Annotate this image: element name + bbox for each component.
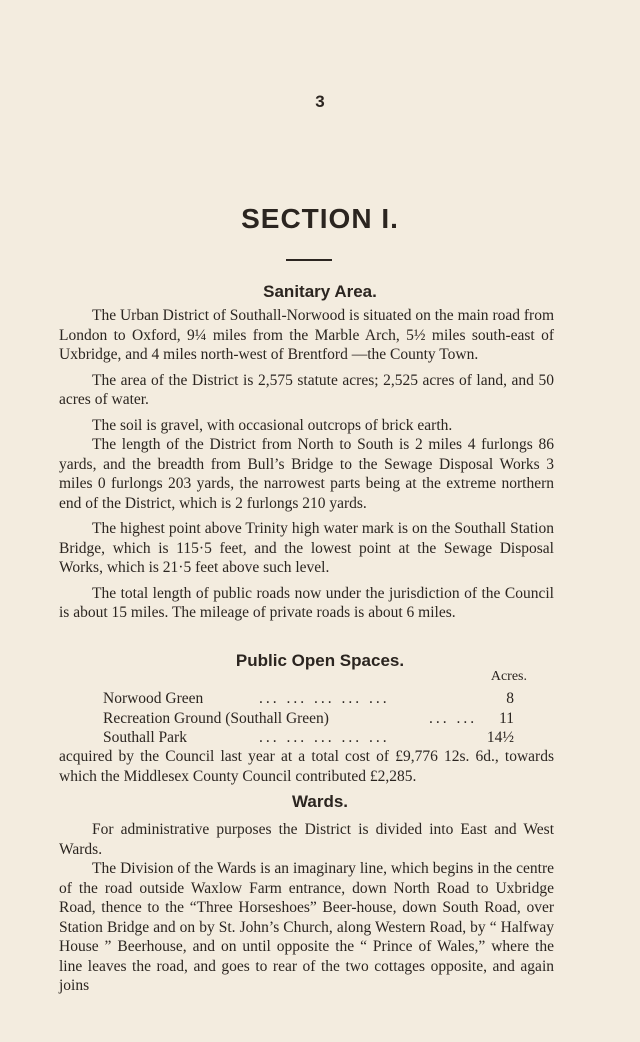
open-spaces-note: acquired by the Council last year at a total cost of £9,776 12s. 6d., towards which the Middlesex County Council contributed £2,285. <box>59 748 554 785</box>
row-name: Southall Park <box>103 729 187 746</box>
row-name: Norwood Green <box>103 690 204 707</box>
row-value: 14½ <box>486 729 514 746</box>
paragraph: The area of the District is 2,575 statute acres; 2,525 acres of land, and 50 acres of water. <box>59 371 554 408</box>
wards-heading: Wards. <box>291 792 349 811</box>
row-name: Recreation Ground (Southall Green) <box>103 709 329 727</box>
row-leader: ... ... ... ... ... <box>259 690 390 707</box>
open-spaces-table <box>59 669 554 785</box>
paragraph: The Urban District of Southall-Norwood is situated on the main road from London to Oxford, 9¼ miles from the Marble Arch, 5½ miles south-east of Uxbridge, and 4 miles north-west of Brentford —the County Town. <box>59 307 554 363</box>
paragraph: The highest point above Trinity high water mark is on the Southall Station Bridge, which is 115·5 feet, and the lowest point at the Sewage Disposal Works, which is 21·5 feet above such level. <box>59 520 554 576</box>
table-row <box>59 709 554 729</box>
paragraph: The Division of the Wards is an imaginary line, which begins in the centre of the road outside Waxlow Farm entrance, down North Road to Uxbridge Road, thence to the “Three Horseshoes” Beer-house, down South Road, over Station Bridge and on by St. John’s Church, along Western Road, by “ Halfway House ” Beerhouse, and on until opposite the “ Prince of Wales,” where the line leaves the road, and goes to rear of the two cottages opposite, and again joins <box>59 860 554 994</box>
table-row <box>59 728 554 748</box>
page-number: 3 <box>315 92 325 111</box>
table-row <box>59 689 554 709</box>
acres-column-header: Acres. <box>490 669 527 684</box>
paragraph: The soil is gravel, with occasional outcrops of brick earth. <box>92 416 453 434</box>
paragraph: The total length of public roads now under the jurisdiction of the Council is about 15 miles. The mileage of private roads is about 6 miles. <box>59 584 554 621</box>
row-value: 11 <box>499 709 514 727</box>
paragraph: The length of the District from North to South is 2 miles 4 furlongs 86 yards, and the breadth from Bull’s Bridge to the Sewage Disposal Works 3 miles 0 furlongs 203 yards, the narrowest parts being at the extreme northern end of the District, which is 2 furlongs 210 yards. <box>59 436 554 512</box>
wards-body <box>59 820 554 996</box>
row-leader: ... ... ... ... ... <box>259 729 390 746</box>
row-leader: ... ... <box>429 709 478 727</box>
title-rule <box>286 259 332 261</box>
paragraph: For administrative purposes the District is divided into East and West Wards. <box>59 821 554 858</box>
section-title: SECTION I. <box>241 203 399 234</box>
sanitary-area-body <box>59 306 554 623</box>
row-value: 8 <box>506 690 514 707</box>
sanitary-area-heading: Sanitary Area. <box>263 282 377 301</box>
open-spaces-heading: Public Open Spaces. <box>235 651 405 670</box>
